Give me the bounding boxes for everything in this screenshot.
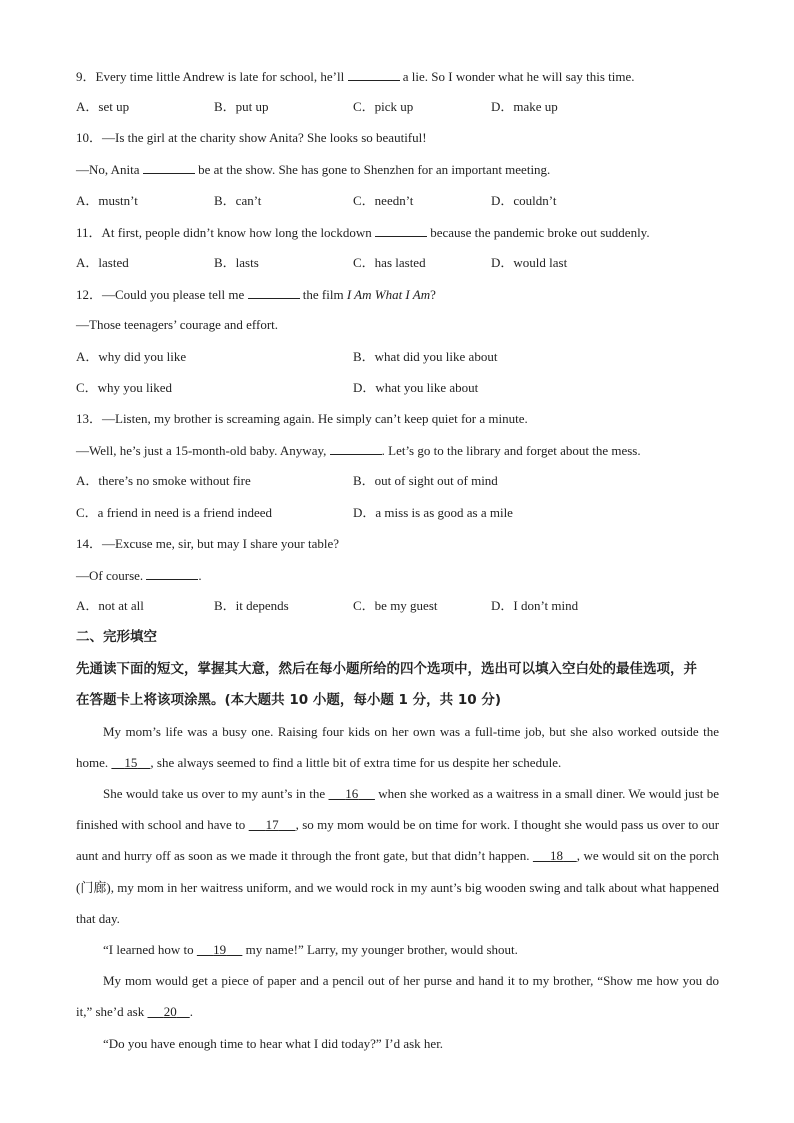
q12-text-b: the film	[299, 287, 347, 302]
answer-blank	[248, 285, 300, 299]
answer-blank	[375, 223, 427, 237]
option-a: A．why did you like	[76, 349, 187, 364]
p1-text-b: , she always seemed to find a little bit of extra time for us despite her schedule.	[150, 755, 562, 771]
p2-text-c: , so my mom would be on time for work. I thought she would pass us over to our aunt and hurry off as soon as we made it through the front gate, but that didn’t happen.	[76, 817, 720, 864]
option-d: D．I don’t mind	[491, 598, 579, 613]
p4-text-b: .	[189, 1004, 193, 1020]
question-10-line1: 10．—Is the girl at the charity show Anita? She looks so beautiful!	[76, 130, 427, 145]
q9-text-a: 9．Every time little Andrew is late for school, he’ll	[76, 69, 348, 84]
q12-text-c: ?	[430, 287, 436, 302]
blank-20-number: 20	[163, 1004, 177, 1020]
blank-16	[329, 786, 375, 801]
q9-text-b: a lie. So I wonder what he will say this time.	[399, 69, 635, 84]
passage-paragraph-2	[76, 778, 719, 934]
question-13-line2	[76, 441, 641, 460]
blank-16-number: 16	[345, 786, 359, 801]
option-c: C．pick up	[353, 99, 414, 114]
blank-15	[111, 755, 150, 770]
blank-18	[533, 848, 577, 863]
option-d: D．would last	[491, 255, 568, 270]
p2-text-b: when she worked as a waitress in a small diner. We would just be finished with school and have to	[76, 786, 720, 833]
p1-text-a: My mom’s life was a busy one. Raising four kids on her own was a full-time job, but she also worked outside the home.	[76, 724, 719, 771]
blank-19-number: 19	[213, 942, 227, 957]
p3-text-a: “I learned how to	[103, 942, 197, 957]
option-b: B．put up	[214, 99, 269, 114]
question-9-stem	[76, 67, 635, 86]
option-d: D．what you like about	[353, 380, 479, 395]
option-d: D．make up	[491, 99, 558, 114]
question-14-line2	[76, 566, 202, 585]
option-a: A．set up	[76, 99, 130, 114]
q10-text-a: —No, Anita	[76, 162, 143, 177]
film-title: I Am What I Am	[346, 287, 431, 302]
section-instruction-line1: 先通读下面的短文，掌握其大意，然后在每小题所给的四个选项中，选出可以填入空白处的最佳选项，并	[76, 661, 697, 677]
option-c: C．has lasted	[353, 255, 426, 270]
blank-17	[249, 817, 296, 832]
q10-text-b: be at the show. She has gone to Shenzhen for an important meeting.	[194, 162, 551, 177]
option-a: A．not at all	[76, 598, 144, 613]
passage-paragraph-1	[76, 716, 719, 778]
question-12-line2: —Those teenagers’ courage and effort.	[76, 317, 279, 332]
answer-blank	[146, 566, 198, 580]
q13-text-a: —Well, he’s just a 15-month-old baby. Anyway,	[76, 443, 330, 458]
option-b: B．lasts	[214, 255, 259, 270]
blank-17-number: 17	[265, 817, 279, 833]
option-c: C．a friend in need is a friend indeed	[76, 505, 273, 520]
p4-text-a: My mom would get a piece of paper and a pencil out of her purse and hand it to my brother, “Show me how you do it,” she’d ask	[76, 973, 719, 1020]
question-12-line1	[76, 285, 436, 304]
option-d: D．couldn’t	[491, 193, 557, 208]
answer-blank	[348, 67, 400, 81]
p3-text-b: my name!” Larry, my younger brother, would shout.	[242, 942, 518, 957]
passage-paragraph-5: “Do you have enough time to hear what I did today?” I’d ask her.	[103, 1036, 444, 1051]
q12-text-a: 12．—Could you please tell me	[76, 287, 248, 302]
answer-blank	[143, 160, 195, 174]
option-c: C．why you liked	[76, 380, 173, 395]
question-11-stem	[76, 223, 650, 242]
q11-text-a: 11．At first, people didn’t know how long the lockdown	[76, 225, 375, 240]
option-b: B．can’t	[214, 193, 262, 208]
q14-text-b: .	[198, 568, 202, 583]
p2-text-a: She would take us over to my aunt’s in the	[103, 786, 329, 801]
section-instruction-line2: 在答题卡上将该项涂黑。(本大题共 10 小题，每小题 1 分，共 10 分)	[76, 692, 502, 708]
question-14-line1: 14．—Excuse me, sir, but may I share your table?	[76, 536, 340, 551]
q14-text-a: —Of course.	[76, 568, 147, 583]
option-d: D．a miss is as good as a mile	[353, 505, 513, 520]
passage-paragraph-4	[76, 965, 719, 1027]
question-10-line2	[76, 160, 550, 179]
option-b: B．it depends	[214, 598, 289, 613]
option-c: C．needn’t	[353, 193, 414, 208]
option-b: B．out of sight out of mind	[353, 473, 498, 488]
option-a: A．lasted	[76, 255, 129, 270]
p2-text-d: , we would sit on the porch (门廊), my mom in her waitress uniform, and we would rock in my aunt’s big wooden swing and talk about what happened that day.	[76, 848, 720, 926]
section-heading: 二、完形填空	[76, 629, 157, 645]
blank-20	[147, 1004, 189, 1019]
blank-19	[197, 942, 243, 957]
option-b: B．what did you like about	[353, 349, 498, 364]
option-a: A．mustn’t	[76, 193, 138, 208]
option-c: C．be my guest	[353, 598, 438, 613]
question-13-line1: 13．—Listen, my brother is screaming again. He simply can’t keep quiet for a minute.	[76, 411, 528, 426]
option-a: A．there’s no smoke without fire	[76, 473, 251, 488]
blank-18-number: 18	[550, 848, 564, 864]
answer-blank	[330, 441, 382, 455]
blank-15-number: 15	[124, 755, 138, 771]
q11-text-b: because the pandemic broke out suddenly.	[426, 225, 650, 240]
passage-paragraph-3	[76, 934, 719, 965]
q13-text-b: . Let’s go to the library and forget about the mess.	[381, 443, 641, 458]
